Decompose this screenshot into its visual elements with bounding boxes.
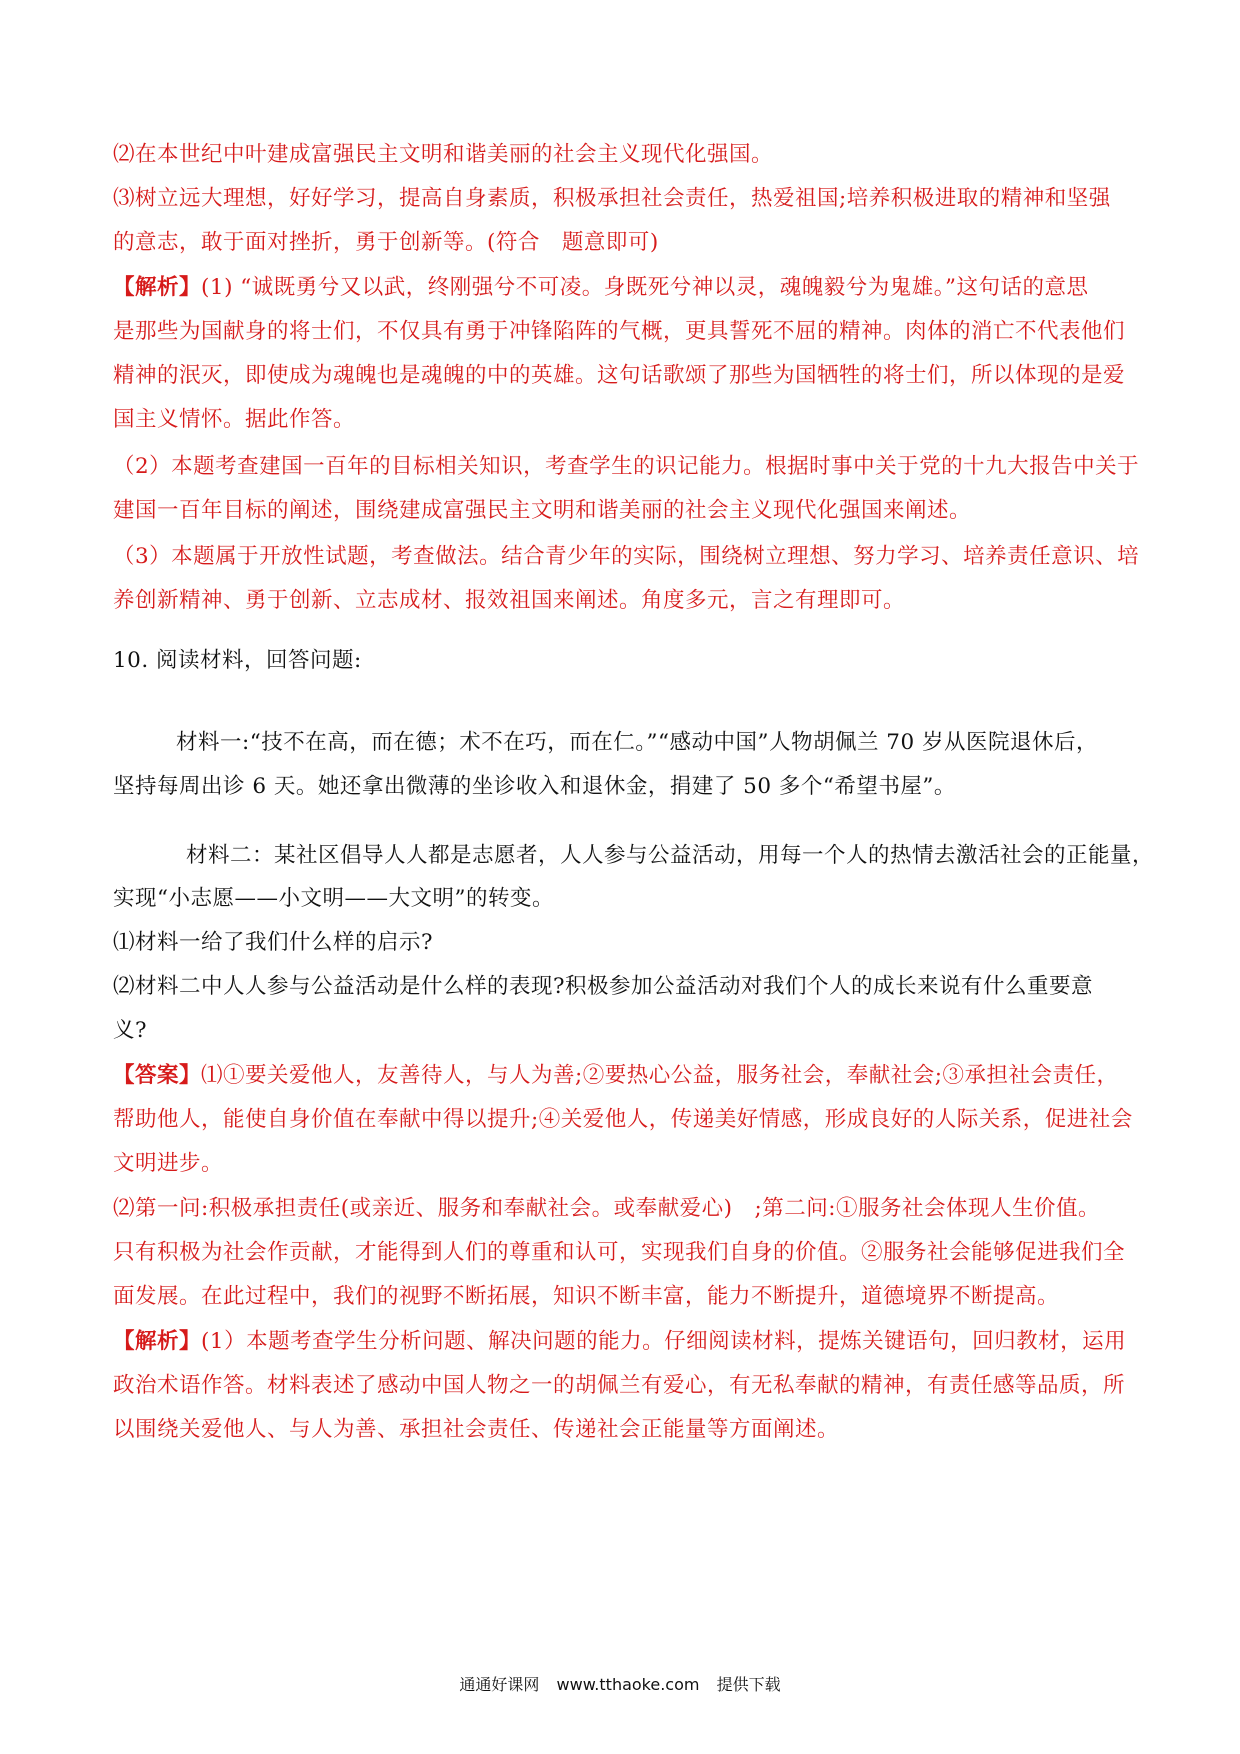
material-2-line2: 实现“小志愿——小文明——大文明”的转变。 (113, 886, 554, 911)
answer-10-part1-line3: 文明进步。 (113, 1151, 224, 1176)
answer-tag: 【答案】 (113, 1063, 202, 1088)
answer-9-part2: ⑵在本世纪中叶建成富强民主文明和谐美丽的社会主义现代化强国。 (113, 142, 774, 167)
question-10-title: 10. 阅读材料，回答问题: (113, 648, 362, 673)
analysis-9-para3-line1: （3）本题属于开放性试题，考查做法。结合青少年的实际，围绕树立理想、努力学习、培养责任意识、培 (113, 544, 1140, 569)
material-1-line1: 材料一:“技不在高，而在德；术不在巧，而在仁。”“感动中国”人物胡佩兰 70 岁从医院退休后， (176, 730, 1098, 755)
question-10-part2-line2: 义? (113, 1018, 148, 1043)
answer-9-part3-line2: 的意志，敢于面对挫折，勇于创新等。(符合 题意即可) (113, 230, 659, 255)
footer-url-link[interactable]: www.tthaoke.com (556, 1675, 700, 1694)
analysis-10-line3: 以围绕关爱他人、与人为善、承担社会责任、传递社会正能量等方面阐述。 (113, 1417, 840, 1442)
analysis-10-text: (1）本题考查学生分析问题、解决问题的能力。仔细阅读材料，提炼关键语句，回归教材，运用 (201, 1329, 1127, 1354)
answer-10-text: ⑴①要关爱他人，友善待人，与人为善;②要热心公益，服务社会，奉献社会;③承担社会责任， (201, 1063, 1119, 1088)
material-2-line1: 材料二：某社区倡导人人都是志愿者，人人参与公益活动，用每一个人的热情去激活社会的正能量， (186, 843, 1155, 868)
analysis-9-para1-line4: 国主义情怀。据此作答。 (113, 407, 356, 432)
answer-10-part1-line2: 帮助他人，能使自身价值在奉献中得以提升;④关爱他人，传递美好情感，形成良好的人际关系，促进社会 (113, 1107, 1133, 1132)
analysis-9-para1-line3: 精神的泯灭，即使成为魂魄也是魂魄的中的英雄。这句话歌颂了那些为国牺牲的将士们，所以体现的是爱 (113, 363, 1126, 388)
footer-text: 提供下载 (716, 1675, 781, 1694)
analysis-9-para3-line2: 养创新精神、勇于创新、立志成材、报效祖国来阐述。角度多元，言之有理即可。 (113, 588, 906, 613)
analysis-9-text: (1) “诚既勇兮又以武，终刚强兮不可凌。身既死兮神以灵，魂魄毅兮为鬼雄。”这句话的意思 (201, 275, 1089, 300)
analysis-tag: 【解析】 (113, 1329, 202, 1354)
question-10-part2-line1: ⑵材料二中人人参与公益活动是什么样的表现?积极参加公益活动对我们个人的成长来说有什么重要意 (113, 974, 1094, 999)
analysis-10-line2: 政治术语作答。材料表述了感动中国人物之一的胡佩兰有爱心，有无私奉献的精神，有责任感等品质，所 (113, 1373, 1126, 1398)
answer-9-part3-line1: ⑶树立远大理想，好好学习，提高自身素质，积极承担社会责任，热爱祖国;培养积极进取的精神和坚强 (113, 186, 1111, 211)
answer-10-part2-line2: 只有积极为社会作贡献，才能得到人们的尊重和认可，实现我们自身的价值。②服务社会能够促进我们全 (113, 1240, 1126, 1265)
answer-10-part2-line1: ⑵第一问:积极承担责任(或亲近、服务和奉献社会。或奉献爱心) ;第二问:①服务社会体现人生价值。 (113, 1196, 1101, 1221)
answer-10-part1-line1 (113, 1059, 1133, 1093)
analysis-10-line1 (113, 1325, 1133, 1359)
analysis-9-para1-line2: 是那些为国献身的将士们，不仅具有勇于冲锋陷阵的气概，更具誓死不屈的精神。肉体的消亡不代表他们 (113, 319, 1126, 344)
material-1-line2: 坚持每周出诊 6 天。她还拿出微薄的坐诊收入和退休金，捐建了 50 多个“希望书屋”。 (113, 774, 956, 799)
question-10-part1: ⑴材料一给了我们什么样的启示? (113, 930, 434, 955)
analysis-9-para2-line1: （2）本题考查建国一百年的目标相关知识，考查学生的识记能力。根据时事中关于党的十九大报告中关于 (113, 454, 1140, 479)
analysis-9-para1-line1 (113, 271, 1133, 305)
page-footer (0, 1672, 1240, 1695)
analysis-9-para2-line2: 建国一百年目标的阐述，围绕建成富强民主文明和谐美丽的社会主义现代化强国来阐述。 (113, 498, 972, 523)
answer-10-part2-line3: 面发展。在此过程中，我们的视野不断拓展，知识不断丰富，能力不断提升，道德境界不断提高。 (113, 1284, 1060, 1309)
footer-site-name: 通通好课网 (459, 1675, 540, 1694)
analysis-tag: 【解析】 (113, 275, 202, 300)
